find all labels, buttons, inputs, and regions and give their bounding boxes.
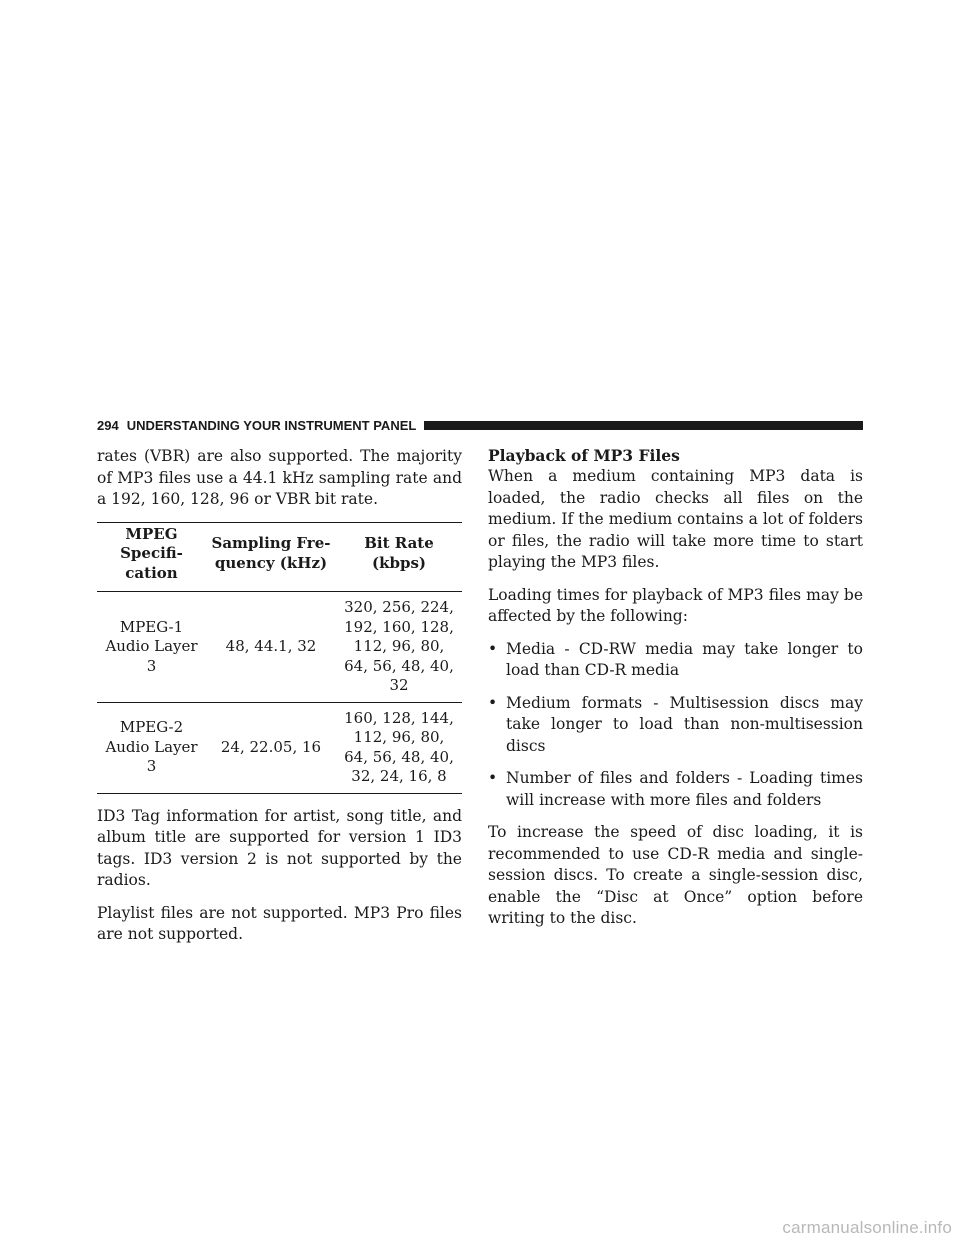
table-cell: 24, 22.05, 16 <box>220 737 322 756</box>
section-title: UNDERSTANDING YOUR INSTRUMENT PANEL <box>126 417 417 433</box>
loading-factors-list <box>488 639 863 812</box>
list-item <box>488 768 863 811</box>
table-header-row <box>97 522 462 592</box>
header-sampling-frequency: Sampling Fre-quency (kHz) <box>206 522 336 592</box>
bullet-icon: • <box>488 639 498 658</box>
list-item-text: Medium formats - Multisession discs may take longer to load than non-multisession discs <box>506 693 863 755</box>
bullet-icon: • <box>488 693 498 712</box>
left-column <box>97 446 462 957</box>
header-mpeg-spec: MPEG Specifi-cation <box>97 522 206 592</box>
page-number: 294 <box>97 417 119 433</box>
intro-paragraph: rates (VBR) are also supported. The majority of MP3 files use a 44.1 kHz sampling rate and a 192, 160, 128, 96 or VBR bit rate. <box>97 447 462 508</box>
recommendation-paragraph: To increase the speed of disc loading, it is recommended to use CD-R media and single-session discs. To create a single-session disc, enable the “Disc at Once” option before writing to the disc. <box>488 823 863 927</box>
page-header <box>97 417 863 433</box>
table-cell: 48, 44.1, 32 <box>206 592 336 703</box>
section-heading: Playback of MP3 Files <box>488 446 680 465</box>
bullet-icon: • <box>488 769 498 787</box>
table-cell: MPEG-1 Audio Layer 3 <box>97 592 206 703</box>
mp3-spec-table <box>97 522 462 794</box>
loading-times-paragraph: Loading times for playback of MP3 files may be affected by the following: <box>488 585 863 625</box>
list-item <box>488 693 863 758</box>
table-row <box>97 702 462 793</box>
table-cell: 160, 128, 144, 112, 96, 80, 64, 56, 48, 40, 32, 24, 16, 8 <box>344 708 454 785</box>
list-item-text: Number of files and folders - Loading times will increase with more files and folders <box>506 769 863 809</box>
header-rule <box>424 421 863 430</box>
playback-paragraph: When a medium containing MP3 data is loaded, the radio checks all files on the medium. If the medium contains a lot of folders or files, the radio will take more time to start playing the MP3 files. <box>488 467 863 571</box>
watermark: carmanualsonline.info <box>782 1218 952 1237</box>
id3-paragraph: ID3 Tag information for artist, song title, and album title are supported for version 1 ID3 tags. ID3 version 2 is not supported by the radios. <box>97 806 462 889</box>
table-row <box>97 592 462 703</box>
list-item <box>488 639 863 682</box>
header-bit-rate: Bit Rate (kbps) <box>336 522 462 592</box>
right-column <box>488 446 863 941</box>
table-cell: MPEG-2 Audio Layer 3 <box>105 718 198 776</box>
list-item-text: Media - CD-RW media may take longer to load than CD-R media <box>506 639 863 679</box>
playlist-paragraph: Playlist files are not supported. MP3 Pro files are not supported. <box>97 903 462 943</box>
table-cell: 320, 256, 224, 192, 160, 128, 112, 96, 80, 64, 56, 48, 40, 32 <box>336 592 462 703</box>
